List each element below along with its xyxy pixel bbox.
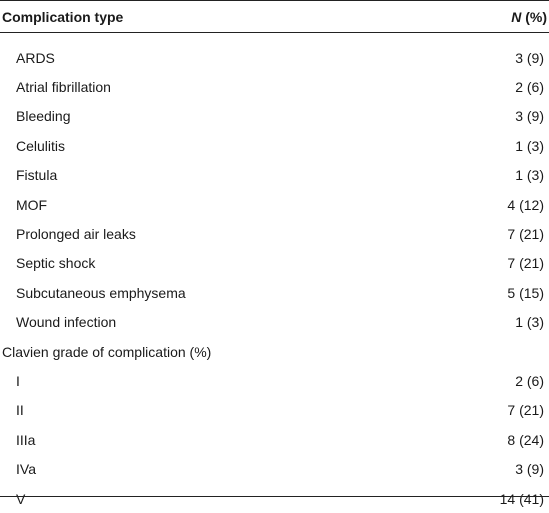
table-row bbox=[0, 308, 549, 337]
row-label: Wound infection bbox=[16, 314, 117, 331]
row-value: 1 (3) bbox=[515, 314, 544, 331]
table-row bbox=[0, 425, 549, 454]
row-value: 3 (9) bbox=[515, 108, 544, 125]
header-n-percent bbox=[511, 9, 549, 25]
table-row bbox=[0, 161, 549, 190]
row-value: 2 (6) bbox=[515, 79, 544, 96]
grade-label: IVa bbox=[16, 461, 36, 478]
row-label: Celulitis bbox=[16, 137, 66, 154]
row-value: 3 (9) bbox=[515, 49, 544, 66]
table-body bbox=[0, 43, 549, 507]
grade-value: 8 (24) bbox=[507, 431, 544, 448]
table-row bbox=[0, 131, 549, 160]
table-row bbox=[0, 278, 549, 307]
header-n: N bbox=[511, 8, 522, 25]
grade-label: IIIa bbox=[16, 431, 36, 448]
row-label: Atrial fibrillation bbox=[16, 79, 111, 96]
row-label: Prolonged air leaks bbox=[16, 226, 136, 243]
grade-label: V bbox=[16, 490, 26, 507]
row-label: ARDS bbox=[16, 49, 55, 66]
table-row bbox=[0, 190, 549, 219]
row-value: 7 (21) bbox=[507, 255, 544, 272]
grade-value: 7 (21) bbox=[507, 402, 544, 419]
row-value: 7 (21) bbox=[507, 226, 544, 243]
table-row bbox=[0, 396, 549, 425]
section-heading-row bbox=[0, 337, 549, 366]
grade-value: 3 (9) bbox=[515, 461, 544, 478]
table-row bbox=[0, 484, 549, 513]
row-value: 4 (12) bbox=[507, 196, 544, 213]
table-row bbox=[0, 72, 549, 101]
table-row bbox=[0, 219, 549, 248]
table-bottom-rule bbox=[0, 496, 549, 497]
row-value: 1 (3) bbox=[515, 137, 544, 154]
table-row bbox=[0, 454, 549, 483]
section-heading: Clavien grade of complication (%) bbox=[2, 343, 212, 360]
header-percent: (%) bbox=[521, 8, 547, 25]
row-label: MOF bbox=[16, 196, 48, 213]
table-row bbox=[0, 366, 549, 395]
row-label: Bleeding bbox=[16, 108, 71, 125]
table-row bbox=[0, 102, 549, 131]
table-row bbox=[0, 249, 549, 278]
grade-value: 2 (6) bbox=[515, 372, 544, 389]
grade-label: II bbox=[16, 402, 24, 419]
row-label: Subcutaneous emphysema bbox=[16, 284, 186, 301]
row-label: Fistula bbox=[16, 167, 58, 184]
row-value: 1 (3) bbox=[515, 167, 544, 184]
row-label: Septic shock bbox=[16, 255, 96, 272]
table-row bbox=[0, 43, 549, 72]
header-complication-type: Complication type bbox=[2, 8, 124, 25]
grade-value: 14 (41) bbox=[499, 490, 544, 507]
row-value: 5 (15) bbox=[507, 284, 544, 301]
grade-label: I bbox=[16, 372, 20, 389]
table-header bbox=[0, 0, 549, 33]
